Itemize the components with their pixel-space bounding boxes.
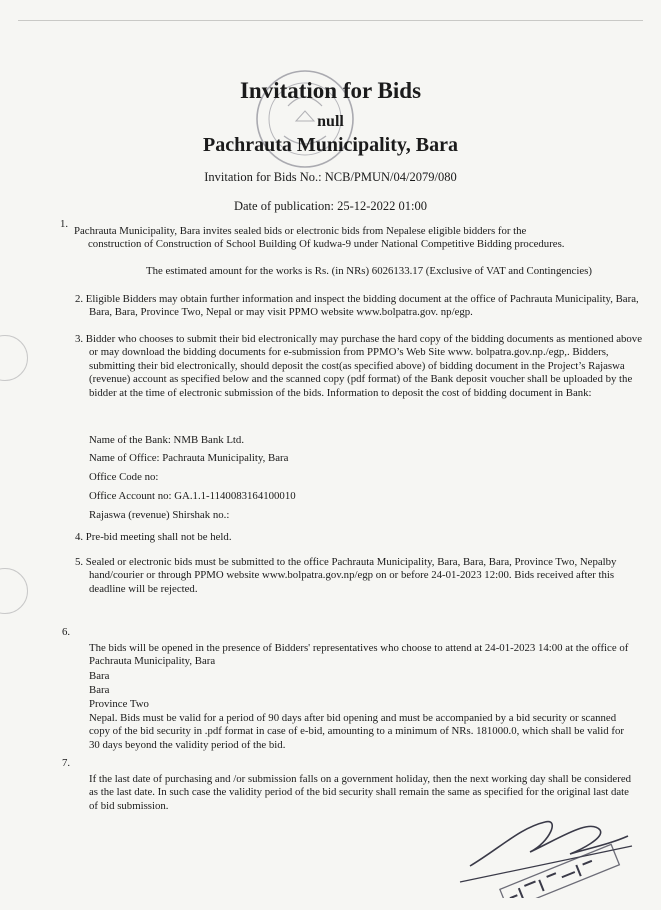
item-1-number: 1. [60,218,69,230]
item-4: 4. Pre-bid meeting shall not be held. [75,531,232,543]
office-account: Office Account no: GA.1.1-1140083164100010 [89,490,296,502]
item-7-number: 7. [62,757,71,769]
rajaswa-shirshak: Rajaswa (revenue) Shirshak no.: [89,509,230,521]
item-6-validity: Nepal. Bids must be valid for a period of 90 days after bid opening and must be accompanied by a bid security or scanned copy of the bid security in .pdf format in case of e-bid, amounting to a minimum of NRs. 181000.0, which shall be valid for 30 days beyond the validity period of the bid. [89,712,624,751]
item-5: 5. Sealed or electronic bids must be submitted to the office Pachrauta Municipality, Bara, Bara, Bara, Province Two, Nepalby hand/courier or through PPMO website www.bolpatra.gov.np/egp on or before 24-01-2023 12:00. Bids received after this deadline will be rejected. [75,556,617,595]
item-6-bara-2: Bara [89,684,110,696]
authorized-signature-stamp [450,808,640,898]
item-1-line-1: Pachrauta Municipality, Bara invites sealed bids or electronic bids from Nepalese eligible bidders for the [74,225,527,237]
item-6-opening: The bids will be opened in the presence of Bidders' representatives who choose to attend at 24-01-2023 14:00 at the office of Pachrauta Municipality, Bara [89,642,629,668]
document-subtitle: null [317,113,344,130]
item-6-bara-1: Bara [89,670,110,682]
document-title: Invitation for Bids [239,78,422,103]
ifb-number: Invitation for Bids No.: NCB/PMUN/04/2079/080 [204,170,457,184]
punch-hole-top [0,335,28,381]
bank-name: Name of the Bank: NMB Bank Ltd. [89,434,245,446]
office-code: Office Code no: [89,471,159,483]
item-6-number: 6. [62,626,71,638]
office-name: Name of Office: Pachrauta Municipality, Bara [89,452,289,464]
item-1-line-2: construction of Construction of School Building Of kudwa-9 under National Competitive Bidding procedures. [88,238,565,250]
punch-hole-bottom [0,568,28,614]
item-7: If the last date of purchasing and /or submission falls on a government holiday, then the next working day shall be considered as the last date. In such case the validity period of the bid security shall remain the same as specified for the original last date of bid submission. [89,773,632,812]
page-top-rule [18,20,643,21]
item-3: 3. Bidder who chooses to submit their bid electronically may purchase the hard copy of the bidding documents as mentioned above or may download the bidding documents for e-submission from PPMO’s Web Site www. bolpatra.gov.np./egp,. Bidders, submitting their bid electronically, should deposit the cost(as specified above) of bidding document in the Project’s Rajaswa (revenue) account as specified below and the scanned copy (pdf format) of the Bank deposit voucher shall be uploaded by the bidder at the time of electronic submission of the bids. Information to deposit the cost of bidding document in Bank: [75,333,642,399]
item-1-estimate: The estimated amount for the works is Rs. (in NRs) 6026133.17 (Exclusive of VAT and Contingencies) [146,265,592,277]
item-6-province: Province Two [89,698,149,710]
organization-name: Pachrauta Municipality, Bara [203,134,458,156]
publication-date: Date of publication: 25-12-2022 01:00 [233,199,428,213]
item-2: 2. Eligible Bidders may obtain further information and inspect the bidding document at the office of Pachrauta Municipality, Bara, Bara, Bara, Province Two, Nepal or may visit PPMO website www.bolpatra.gov. np/egp. [75,293,639,319]
